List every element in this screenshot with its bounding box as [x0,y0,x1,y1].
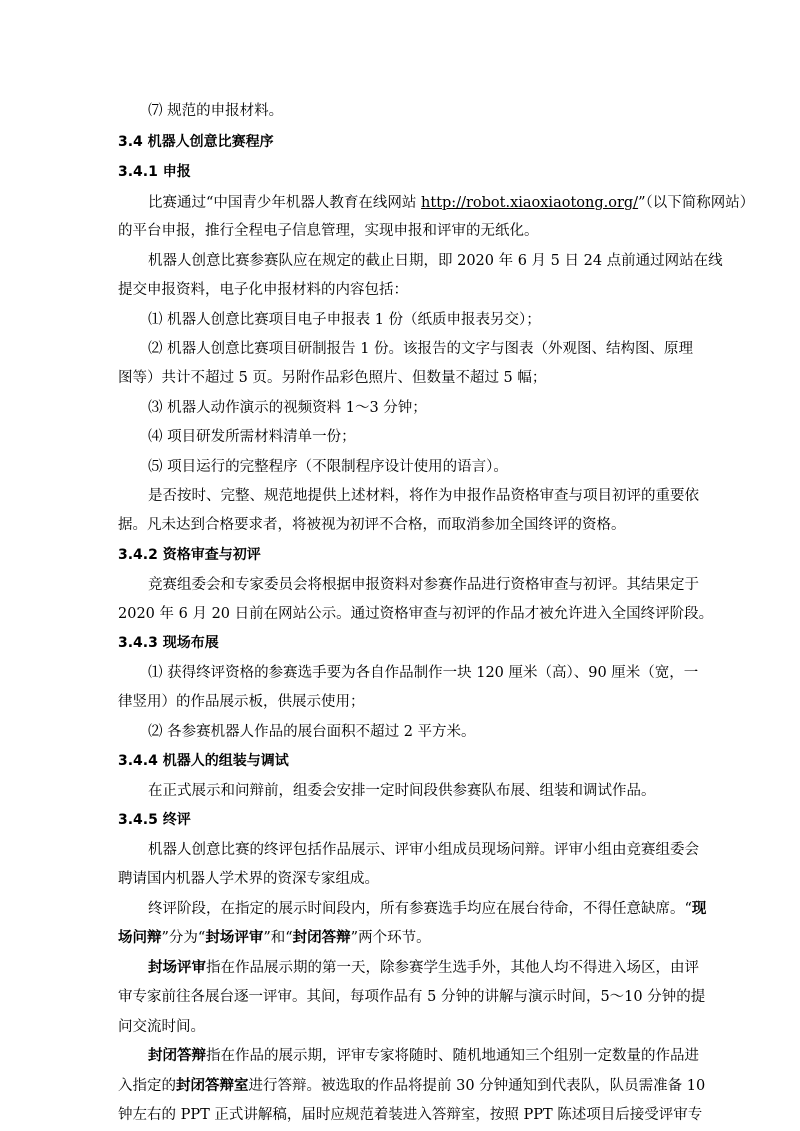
bold-term: 封场评审 [205,929,264,946]
text-segment: 进行答辩。被选取的作品将提前 30 分钟通知到代表队，队员需准备 10 [248,1078,706,1094]
text-segment: ”两个环节。 [350,930,431,946]
text-segment: ”和“ [263,930,293,946]
paragraph-line: 聘请国内机器人学术界的资深专家组成。 [118,871,379,887]
list-item-2-cont: 图等）共计不超过 5 页。另附作品彩色照片、但数量不超过 5 幅； [118,370,547,386]
bold-term: 现 [691,900,707,917]
paragraph-line: 机器人创意比赛参赛队应在规定的截止日期，即 2020 年 6 月 5 日 24 点前通过网站在线 [148,253,723,269]
list-item-2: ⑵ 机器人创意比赛项目研制报告 1 份。该报告的文字与图表（外观图、结构图、原理 [148,341,694,357]
bold-term: 场问辩 [118,929,162,946]
paragraph-line: 钟左右的 PPT 正式讲解稿，届时应规范着装进入答辩室，按照 PPT 陈述项目后接受评审专 [118,1107,703,1123]
list-item-1-cont: 律竖用）的作品展示板，供展示使用； [118,694,365,710]
paragraph-line [148,193,755,213]
paragraph-line: 的平台申报，推行全程电子信息管理，实现申报和评审的无纸化。 [118,223,539,239]
bold-term: 封闭答辩室 [176,1077,249,1094]
subsection-heading-3-4-5: 3.4.5 终评 [118,812,191,828]
subsection-heading-3-4-2: 3.4.2 资格审查与初评 [118,547,261,563]
subsection-heading-3-4-4: 3.4.4 机器人的组装与调试 [118,753,289,769]
paragraph-line: 2020 年 6 月 20 日前在网站公示。通过资格审查与初评的作品才被允许进入全国终评阶段。 [118,606,714,622]
text-segment: ”分为“ [161,930,206,946]
text-segment: 指在作品的展示期，评审专家将随时、随机地通知三个组别一定数量的作品进 [206,1048,699,1064]
list-item-3: ⑶ 机器人动作演示的视频资料 1～3 分钟； [148,400,427,416]
text-segment: 指在作品展示期的第一天，除参赛学生选手外，其他人均不得进入场区，由评 [206,960,699,976]
paragraph-line: 审专家前往各展台逐一评审。其间，每项作品有 5 分钟的讲解与演示时间，5～10 分钟的提 [118,989,706,1005]
paragraph-line: 问交流时间。 [118,1019,205,1035]
paragraph-line [118,928,684,948]
website-link[interactable]: http://robot.xiaoxiaotong.org/ [421,195,639,211]
list-item-1: ⑴ 机器人创意比赛项目电子申报表 1 份（纸质申报表另交）； [148,312,541,328]
list-item-7: ⑺ 规范的申报材料。 [148,103,284,119]
paragraph-line: 机器人创意比赛的终评包括作品展示、评审小组成员现场问辩。评审小组由竞赛组委会 [148,842,699,858]
bold-term: 封闭答辩 [148,1047,206,1064]
bold-term: 封闭答辩 [292,929,351,946]
section-heading-3-4: 3.4 机器人创意比赛程序 [118,134,274,150]
paragraph-line [148,958,699,978]
paragraph-line: 竞赛组委会和专家委员会将根据申报资料对参赛作品进行资格审查与初评。其结果定于 [148,577,699,593]
text-segment: 终评阶段，在指定的展示时间段内，所有参赛选手均应在展台待命，不得任意缺席。“ [148,901,692,917]
text-segment: ”（以下简称网站） [638,195,755,211]
text-segment: 入指定的 [118,1078,176,1094]
list-item-1: ⑴ 获得终评资格的参赛选手要为各自作品制作一块 120 厘米（高）、90 厘米（宽，一 [148,665,699,681]
paragraph-line [148,899,707,919]
text-segment: 比赛通过“中国青少年机器人教育在线网站 [148,195,422,211]
paragraph-line [148,1046,699,1066]
subsection-heading-3-4-3: 3.4.3 现场布展 [118,635,219,651]
list-item-2: ⑵ 各参赛机器人作品的展台面积不超过 2 平方米。 [148,724,476,740]
paragraph-line: 是否按时、完整、规范地提供上述材料，将作为申报作品资格审查与项目初评的重要依 [148,488,699,504]
bold-term: 封场评审 [148,959,206,976]
paragraph-line [118,1076,706,1096]
list-item-5: ⑸ 项目运行的完整程序（不限制程序设计使用的语言）。 [148,459,508,475]
paragraph-line: 据。凡未达到合格要求者，将被视为初评不合格，而取消参加全国终评的资格。 [118,517,626,533]
paragraph-line: 在正式展示和问辩前，组委会安排一定时间段供参赛队布展、组装和调试作品。 [148,783,656,799]
paragraph-line: 提交申报资料，电子化申报材料的内容包括： [118,282,408,298]
list-item-4: ⑷ 项目研发所需材料清单一份； [148,429,356,445]
subsection-heading-3-4-1: 3.4.1 申报 [118,164,191,180]
